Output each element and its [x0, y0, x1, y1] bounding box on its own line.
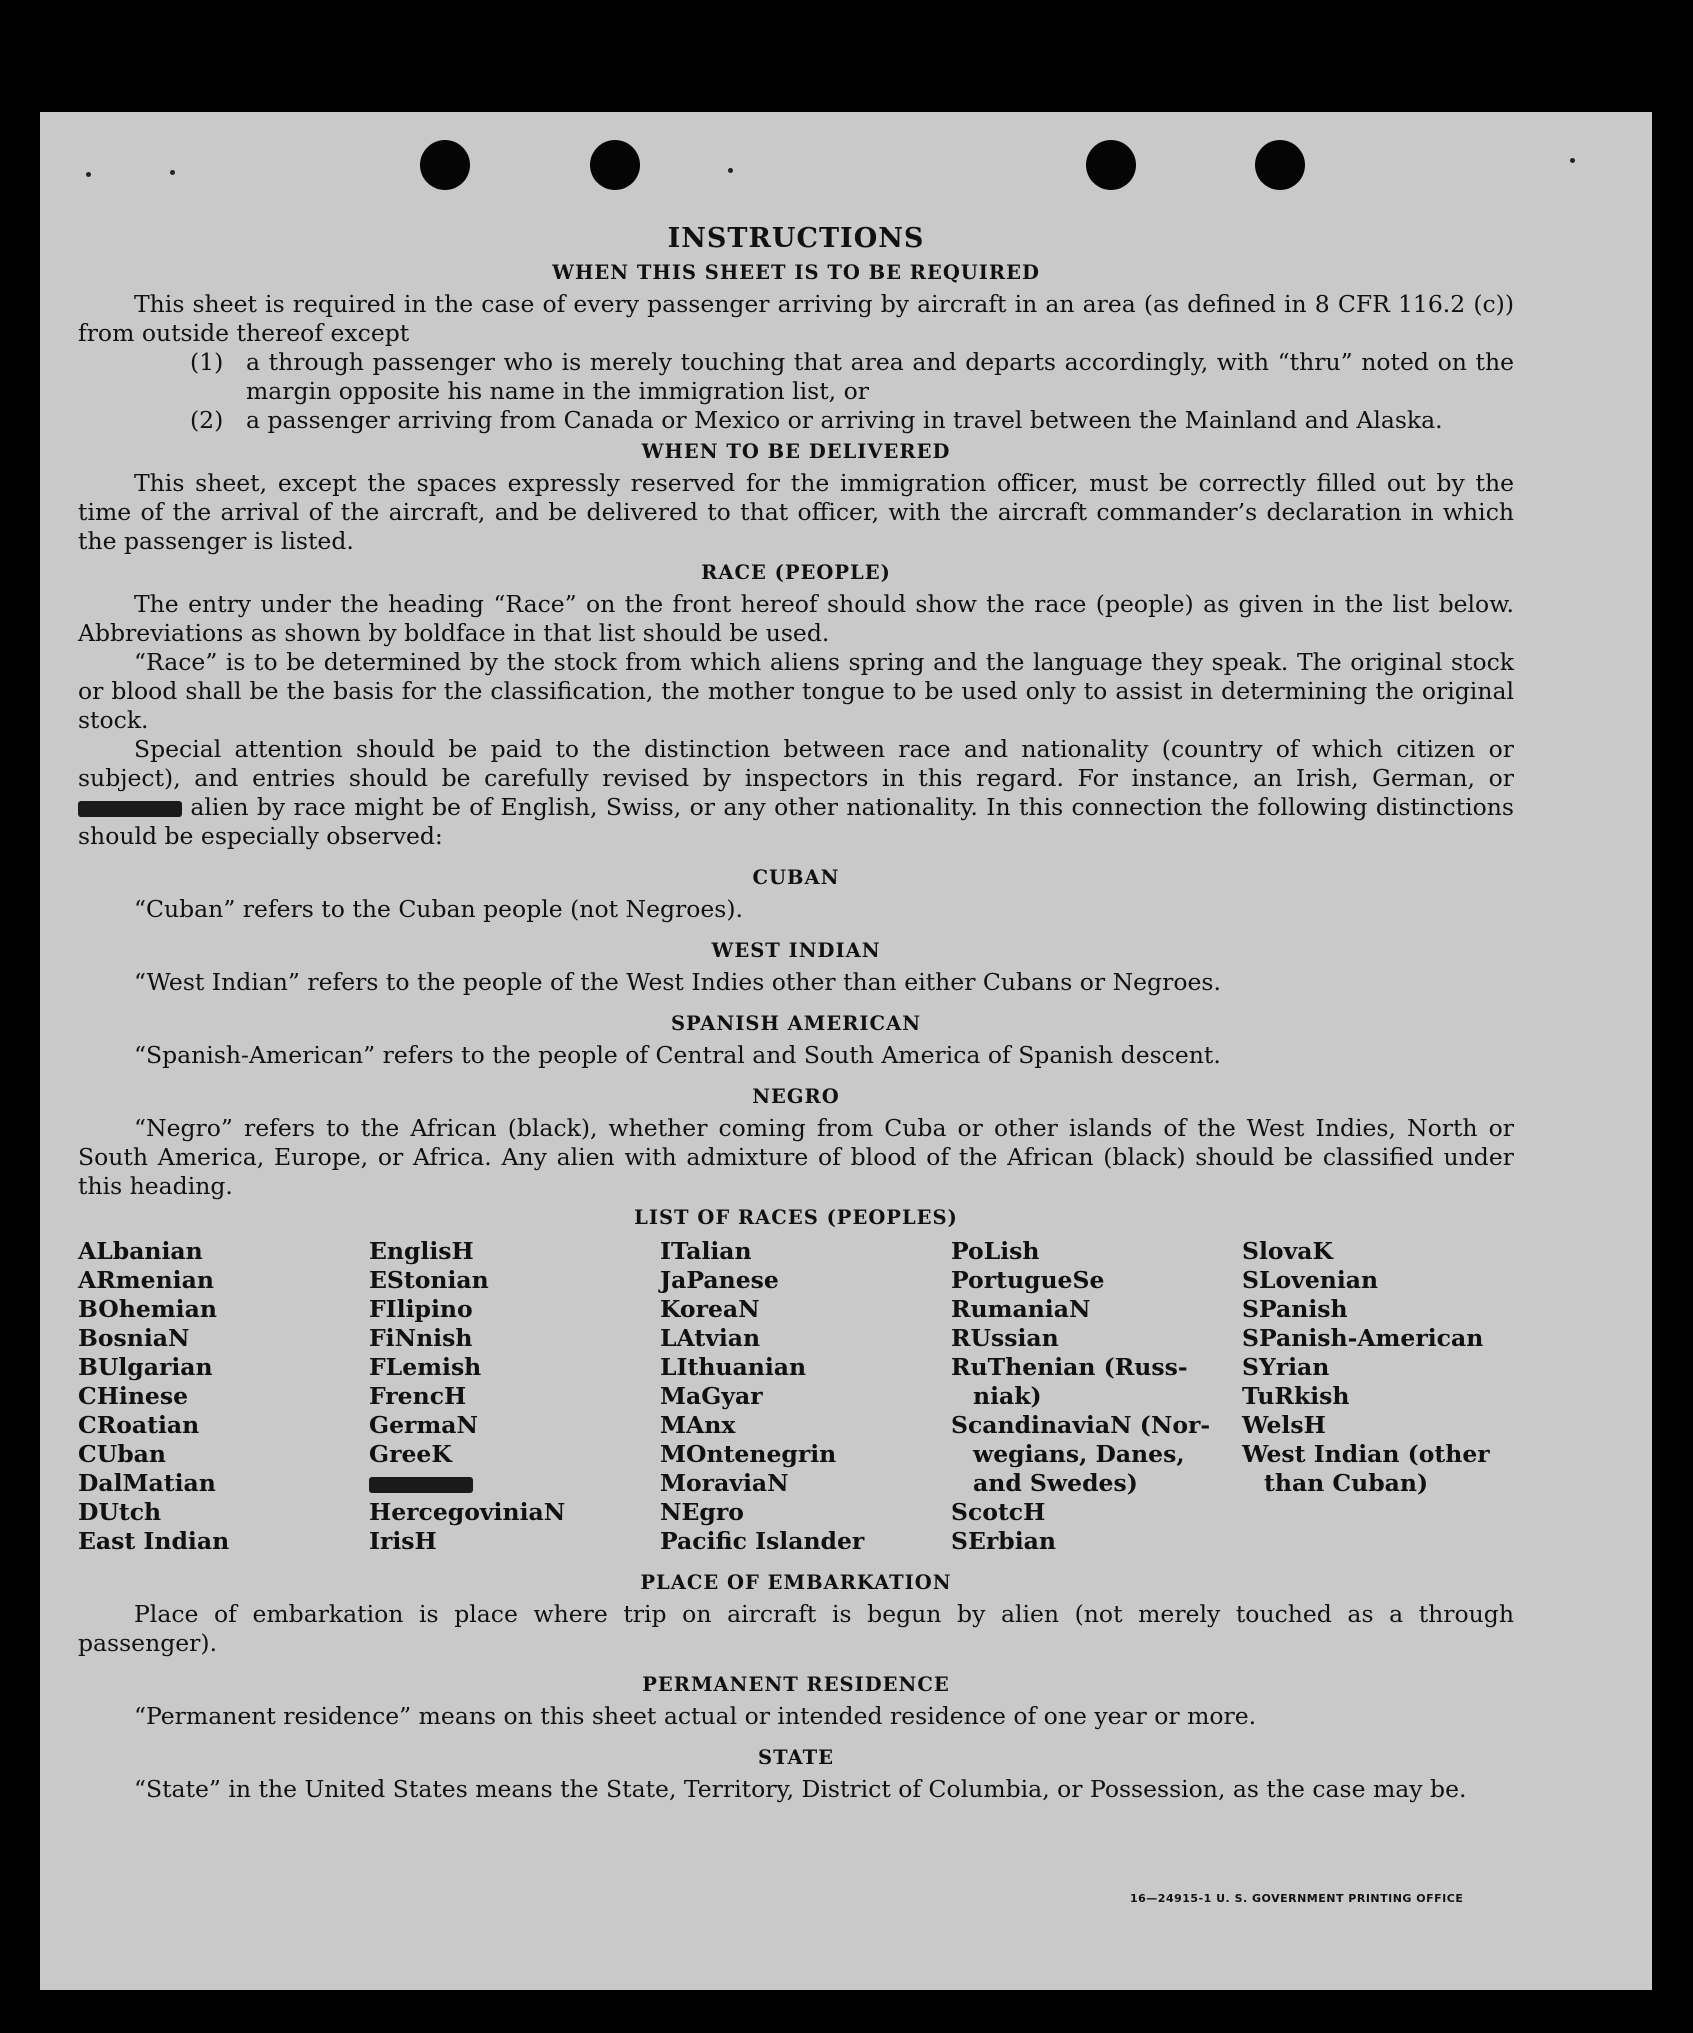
list-item: [190, 348, 1514, 406]
punch-hole: [1086, 140, 1136, 190]
race-column: [1242, 1237, 1514, 1556]
race-entry: SlovaK: [1242, 1237, 1333, 1265]
section-heading-list-of-races: LIST OF RACES (PEOPLES): [634, 1206, 958, 1229]
race-entry: PortugueSe: [951, 1266, 1105, 1294]
race-entry: Pacific Islander: [660, 1527, 865, 1555]
race-entry: FIlipino: [369, 1295, 473, 1323]
race-entry: East Indian: [78, 1527, 230, 1555]
race-entry: LAtvian: [660, 1324, 761, 1352]
race-entry: FiNnish: [369, 1324, 473, 1352]
race-entry: KoreaN: [660, 1295, 760, 1323]
race-entry: MoraviaN: [660, 1469, 789, 1497]
list-item-text: a passenger arriving from Canada or Mexico or arriving in travel between the Mainland and Alaska.: [246, 406, 1443, 434]
race-paragraph-3: [78, 735, 1514, 851]
race-column: [660, 1237, 951, 1556]
section-heading-embarkation: PLACE OF EMBARKATION: [640, 1571, 952, 1594]
race-entry: NEgro: [660, 1498, 744, 1526]
race-list: [78, 1237, 1514, 1556]
race-entry: IrisH: [369, 1527, 437, 1555]
race-entry: EnglisH: [369, 1237, 474, 1265]
race-entry: SLovenian: [1242, 1266, 1379, 1294]
race-entry: DUtch: [78, 1498, 162, 1526]
speck: [86, 172, 91, 177]
race-entry: EStonian: [369, 1266, 489, 1294]
race-entry: BUlgarian: [78, 1353, 213, 1381]
when-required-intro: This sheet is required in the case of every passenger arriving by aircraft in an area (as defined in 8 CFR 116.2 (c)) from outside thereof except: [78, 290, 1514, 347]
race-entry: PoLish: [951, 1237, 1040, 1265]
negro-text: “Negro” refers to the African (black), whether coming from Cuba or other islands of the West Indies, North or South America, Europe, or Africa. Any alien with admixture of blood of the African (black) should be classified under this heading.: [78, 1114, 1514, 1200]
race-entry: FLemish: [369, 1353, 482, 1381]
race-entry-redacted: [369, 1469, 660, 1498]
page-title: INSTRUCTIONS: [667, 223, 925, 254]
race-entry-continuation: niak): [973, 1382, 1042, 1410]
instructions-content: [78, 224, 1514, 1804]
race-entry: BOhemian: [78, 1295, 217, 1323]
race-column: [369, 1237, 660, 1556]
race-entry: West Indian (other: [1242, 1440, 1490, 1468]
race-entry: ScotcH: [951, 1498, 1046, 1526]
spanish-american-text: “Spanish-American” refers to the people of Central and South America of Spanish descent.: [134, 1041, 1221, 1069]
race-paragraph-1: The entry under the heading “Race” on the front hereof should show the race (people) as given in the list below. Abbreviations as shown by boldface in that list should be used.: [78, 590, 1514, 647]
race-entry: SErbian: [951, 1527, 1056, 1555]
race-entry: ITalian: [660, 1237, 752, 1265]
speck: [170, 170, 175, 175]
punch-hole: [420, 140, 470, 190]
section-heading-state: STATE: [758, 1746, 834, 1769]
printing-office-footer: 16—24915-1 U. S. GOVERNMENT PRINTING OFFICE: [1130, 1892, 1464, 1905]
race-entry: MOntenegrin: [660, 1440, 837, 1468]
list-item-text: a through passenger who is merely touching that area and departs accordingly, with “thru” noted on the margin opposite his name in the immigration list, or: [246, 348, 1514, 405]
race-entry: CRoatian: [78, 1411, 200, 1439]
section-heading-west-indian: WEST INDIAN: [711, 939, 881, 962]
race-entry: HercegoviniaN: [369, 1498, 566, 1526]
race-entry: SYrian: [1242, 1353, 1330, 1381]
section-heading-spanish-american: SPANISH AMERICAN: [670, 1012, 922, 1035]
race-paragraph-3-end: alien by race might be of English, Swiss, or any other nationality. In this connection the following distinctions should be especially observed:: [78, 793, 1514, 850]
race-entry: JaPanese: [660, 1266, 779, 1294]
race-entry: SPanish: [1242, 1295, 1348, 1323]
race-paragraph-3-start: Special attention should be paid to the distinction between race and nationality (country of which citizen or subject), and entries should be carefully revised by inspectors in this regard. For instance, an Irish, German, or: [78, 735, 1514, 792]
race-entry: CUban: [78, 1440, 166, 1468]
west-indian-text: “West Indian” refers to the people of the West Indies other than either Cubans or Negroes.: [134, 968, 1221, 996]
race-entry: RuThenian (Russ-: [951, 1353, 1188, 1381]
punch-hole: [590, 140, 640, 190]
section-heading-when-delivered: WHEN TO BE DELIVERED: [641, 440, 951, 463]
punch-hole: [1255, 140, 1305, 190]
section-heading-residence: PERMANENT RESIDENCE: [642, 1673, 950, 1696]
list-item-number: (1): [190, 348, 224, 376]
section-heading-when-required: WHEN THIS SHEET IS TO BE REQUIRED: [552, 261, 1040, 284]
race-entry: GreeK: [369, 1440, 452, 1468]
race-entry: ScandinaviaN (Nor-: [951, 1411, 1211, 1439]
race-paragraph-2: “Race” is to be determined by the stock from which aliens spring and the language they speak. The original stock or blood shall be the basis for the classification, the mother tongue to be used only to assist in determining the original stock.: [78, 648, 1514, 734]
section-heading-negro: NEGRO: [752, 1085, 840, 1108]
race-entry: MAnx: [660, 1411, 736, 1439]
section-heading-cuban: CUBAN: [752, 866, 840, 889]
list-item: [190, 406, 1514, 435]
section-heading-race: RACE (PEOPLE): [701, 561, 891, 584]
redaction-mark: [369, 1477, 473, 1493]
when-delivered-text: This sheet, except the spaces expressly reserved for the immigration officer, must be correctly filled out by the time of the arrival of the aircraft, and be delivered to that officer, with the aircraft commander’s declaration in which the passenger is listed.: [78, 469, 1514, 555]
state-text: “State” in the United States means the State, Territory, District of Columbia, or Possession, as the case may be.: [134, 1775, 1467, 1803]
race-entry: LIthuanian: [660, 1353, 807, 1381]
race-entry: WelsH: [1242, 1411, 1326, 1439]
race-entry: CHinese: [78, 1382, 189, 1410]
race-entry: FrencH: [369, 1382, 467, 1410]
race-entry: ARmenian: [78, 1266, 214, 1294]
cuban-text: “Cuban” refers to the Cuban people (not Negroes).: [134, 895, 744, 923]
speck: [1570, 158, 1575, 163]
race-entry: TuRkish: [1242, 1382, 1350, 1410]
race-column: [78, 1237, 369, 1556]
redaction-mark: [78, 801, 182, 817]
embarkation-text: Place of embarkation is place where trip on aircraft is begun by alien (not merely touched as a through passenger).: [78, 1600, 1514, 1657]
race-entry-continuation: than Cuban): [1264, 1469, 1429, 1497]
speck: [728, 168, 733, 173]
race-entry: GermaN: [369, 1411, 478, 1439]
race-entry: RUssian: [951, 1324, 1059, 1352]
race-entry: BosniaN: [78, 1324, 190, 1352]
race-entry-continuation: and Swedes): [973, 1469, 1138, 1497]
race-entry: MaGyar: [660, 1382, 763, 1410]
race-column: [951, 1237, 1242, 1556]
race-entry-continuation: wegians, Danes,: [973, 1440, 1185, 1468]
race-entry: ALbanian: [78, 1237, 203, 1265]
race-entry: RumaniaN: [951, 1295, 1091, 1323]
list-item-number: (2): [190, 406, 224, 434]
residence-text: “Permanent residence” means on this sheet actual or intended residence of one year or more.: [134, 1702, 1257, 1730]
document-sheet: [40, 112, 1652, 1990]
race-entry: SPanish-American: [1242, 1324, 1484, 1352]
race-entry: DalMatian: [78, 1469, 216, 1497]
